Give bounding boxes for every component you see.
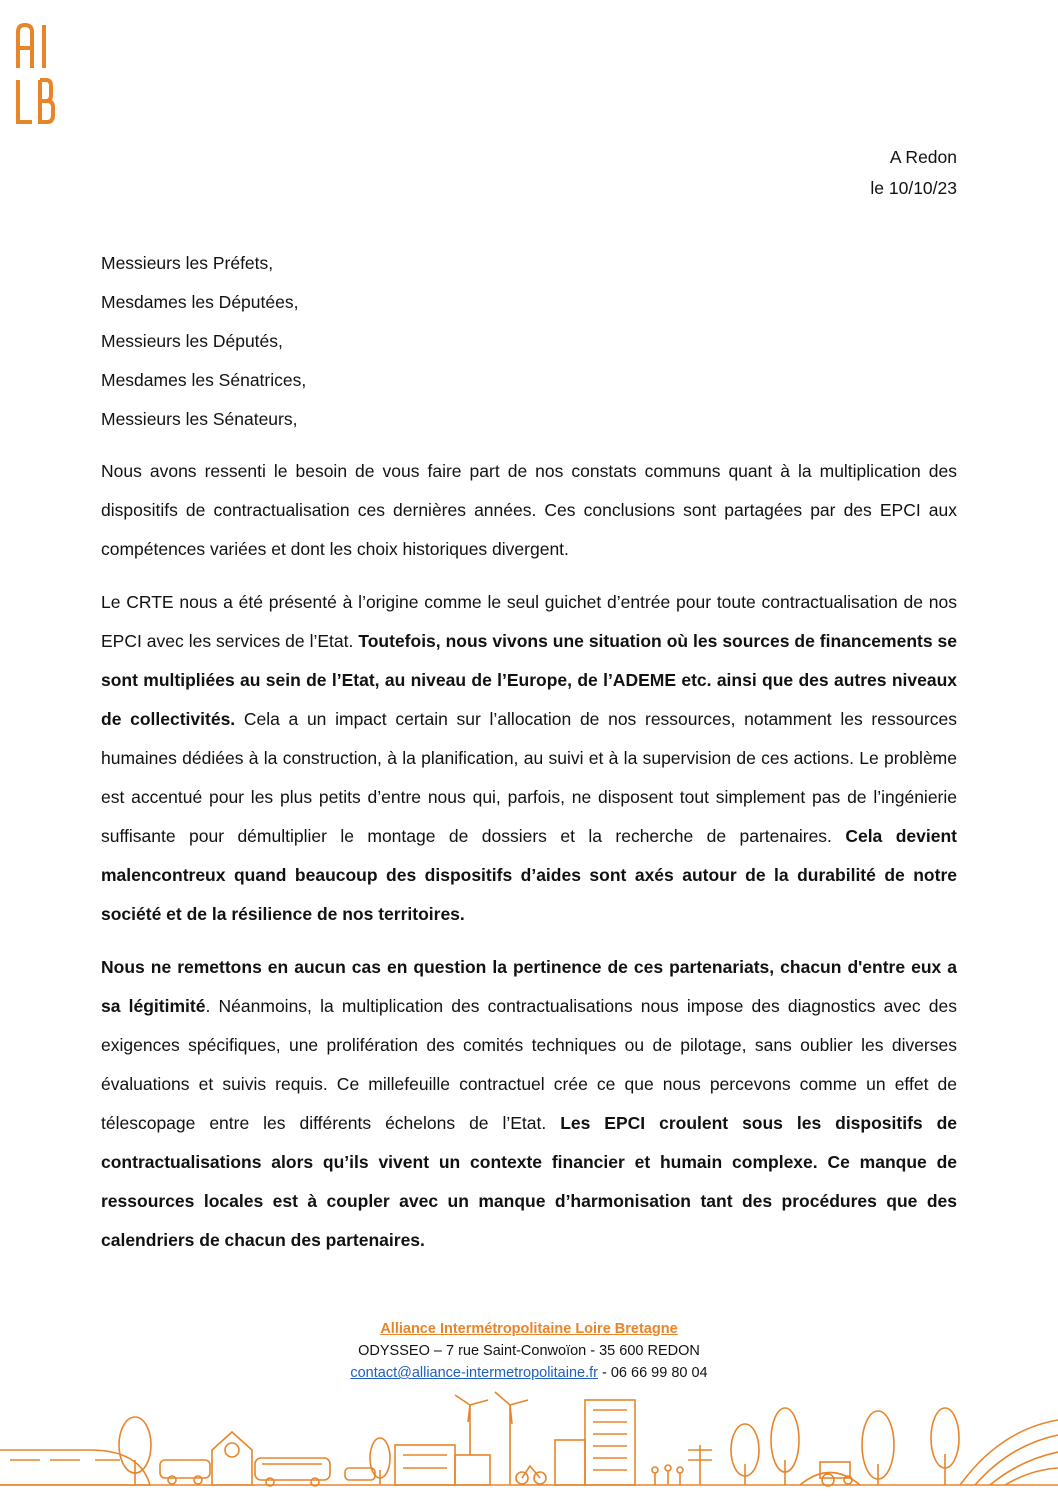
paragraph-3-text: . Néanmoins, la multiplication des contractualisations nous impose des diagnostics avec des exigences spécifiques, une prolifération des comités techniques ou de pilotage, sans oublier les diverses évaluations et suivis requis. Ce millefeuille contractuel crée ce que nous percevons comme un effet de télescopage entre les différents échelons de l’Etat. bbox=[101, 996, 957, 1133]
paragraph-2-bold: Cela devient malencontreux quand beaucoup des dispositifs d’aides sont axés autour de la durabilité de notre société et de la résilience de nos territoires. bbox=[101, 826, 957, 924]
house-icon bbox=[212, 1432, 252, 1485]
car-icon bbox=[345, 1468, 375, 1480]
bus-icon bbox=[255, 1458, 330, 1486]
addressee-line: Messieurs les Préfets, bbox=[101, 253, 274, 273]
train-icon bbox=[0, 1450, 150, 1485]
letter-date-block bbox=[870, 142, 957, 204]
tree-icon bbox=[731, 1408, 959, 1485]
car-icon bbox=[160, 1460, 210, 1484]
signpost-icon bbox=[688, 1445, 712, 1485]
organization-address: ODYSSEO – 7 rue Saint-Conwoïon - 35 600 REDON bbox=[358, 1343, 700, 1359]
tree-icon bbox=[370, 1438, 390, 1485]
letter-date: le 10/10/23 bbox=[870, 178, 957, 198]
tractor-icon bbox=[820, 1462, 852, 1486]
cyclist-icon bbox=[516, 1466, 546, 1484]
territory-illustration bbox=[0, 1390, 1058, 1497]
addressee-line: Mesdames les Députées, bbox=[101, 292, 299, 312]
paragraph-1: Nous avons ressenti le besoin de vous faire part de nos constats communs quant à la multiplication des dispositifs de contractualisation ces dernières années. Ces conclusions sont partagées par des EPCI aux compétences variées et dont les choix historiques divergent. bbox=[101, 461, 957, 559]
paragraph-2-text: Le CRTE nous a été présenté à l’origine comme le seul guichet d’entrée pour toute contractualisation de nos EPCI avec les services de l’Etat. bbox=[101, 592, 957, 651]
addressee-line: Messieurs les Députés, bbox=[101, 331, 283, 351]
wind-turbine-icon bbox=[455, 1392, 528, 1485]
paragraph-2-text: Cela a un impact certain sur l’allocation de nos ressources, notamment les ressources humaines dédiées à la construction, à la planification, au suivi et à la supervision de ces actions. Le problème est accentué pour les plus petits d’entre nous qui, parfois, ne disposent tout simplement pas de l’ingénierie suffisante pour démultiplier le montage de dossiers et la recherche de partenaires. bbox=[101, 709, 957, 846]
addressee-line: Mesdames les Sénatrices, bbox=[101, 370, 307, 390]
people-icon bbox=[652, 1465, 683, 1485]
paragraph-3-bold: Les EPCI croulent sous les dispositifs de contractualisations alors qu’ils vivent un contexte financier et humain complexe. Ce manque de ressources locales est à coupler avec un manque d’harmonisation tant des procédures que des calendriers de chacun des partenaires. bbox=[101, 1113, 958, 1250]
fields-icon bbox=[960, 1420, 1058, 1485]
paragraph-2-bold: Toutefois, nous vivons une situation où les sources de financements se sont multipliées au sein de l’Etat, au niveau de l’Europe, de l’ADEME etc. ainsi que des autres niveaux de collectivités. bbox=[101, 631, 957, 729]
paragraph-3 bbox=[101, 948, 957, 1260]
letter-place: A Redon bbox=[889, 147, 957, 167]
contact-phone: - 06 66 99 80 04 bbox=[597, 1365, 708, 1381]
contact-email-link[interactable]: contact@alliance-intermetropolitaine.fr bbox=[350, 1365, 598, 1381]
letter-body bbox=[101, 452, 957, 1274]
addressee-list bbox=[101, 244, 306, 439]
buildings-icon bbox=[395, 1445, 490, 1485]
paragraph-3-bold: Nous ne remettons en aucun cas en question la pertinence de ces partenariats, chacun d'entre eux a sa légitimité bbox=[101, 957, 957, 1016]
ailb-logo bbox=[14, 22, 56, 126]
building-icon bbox=[555, 1400, 635, 1485]
organization-name[interactable]: Alliance Intermétropolitaine Loire Bretagne bbox=[380, 1321, 678, 1337]
addressee-line: Messieurs les Sénateurs, bbox=[101, 409, 298, 429]
paragraph-2 bbox=[101, 583, 957, 934]
letter-footer bbox=[0, 1318, 1058, 1384]
